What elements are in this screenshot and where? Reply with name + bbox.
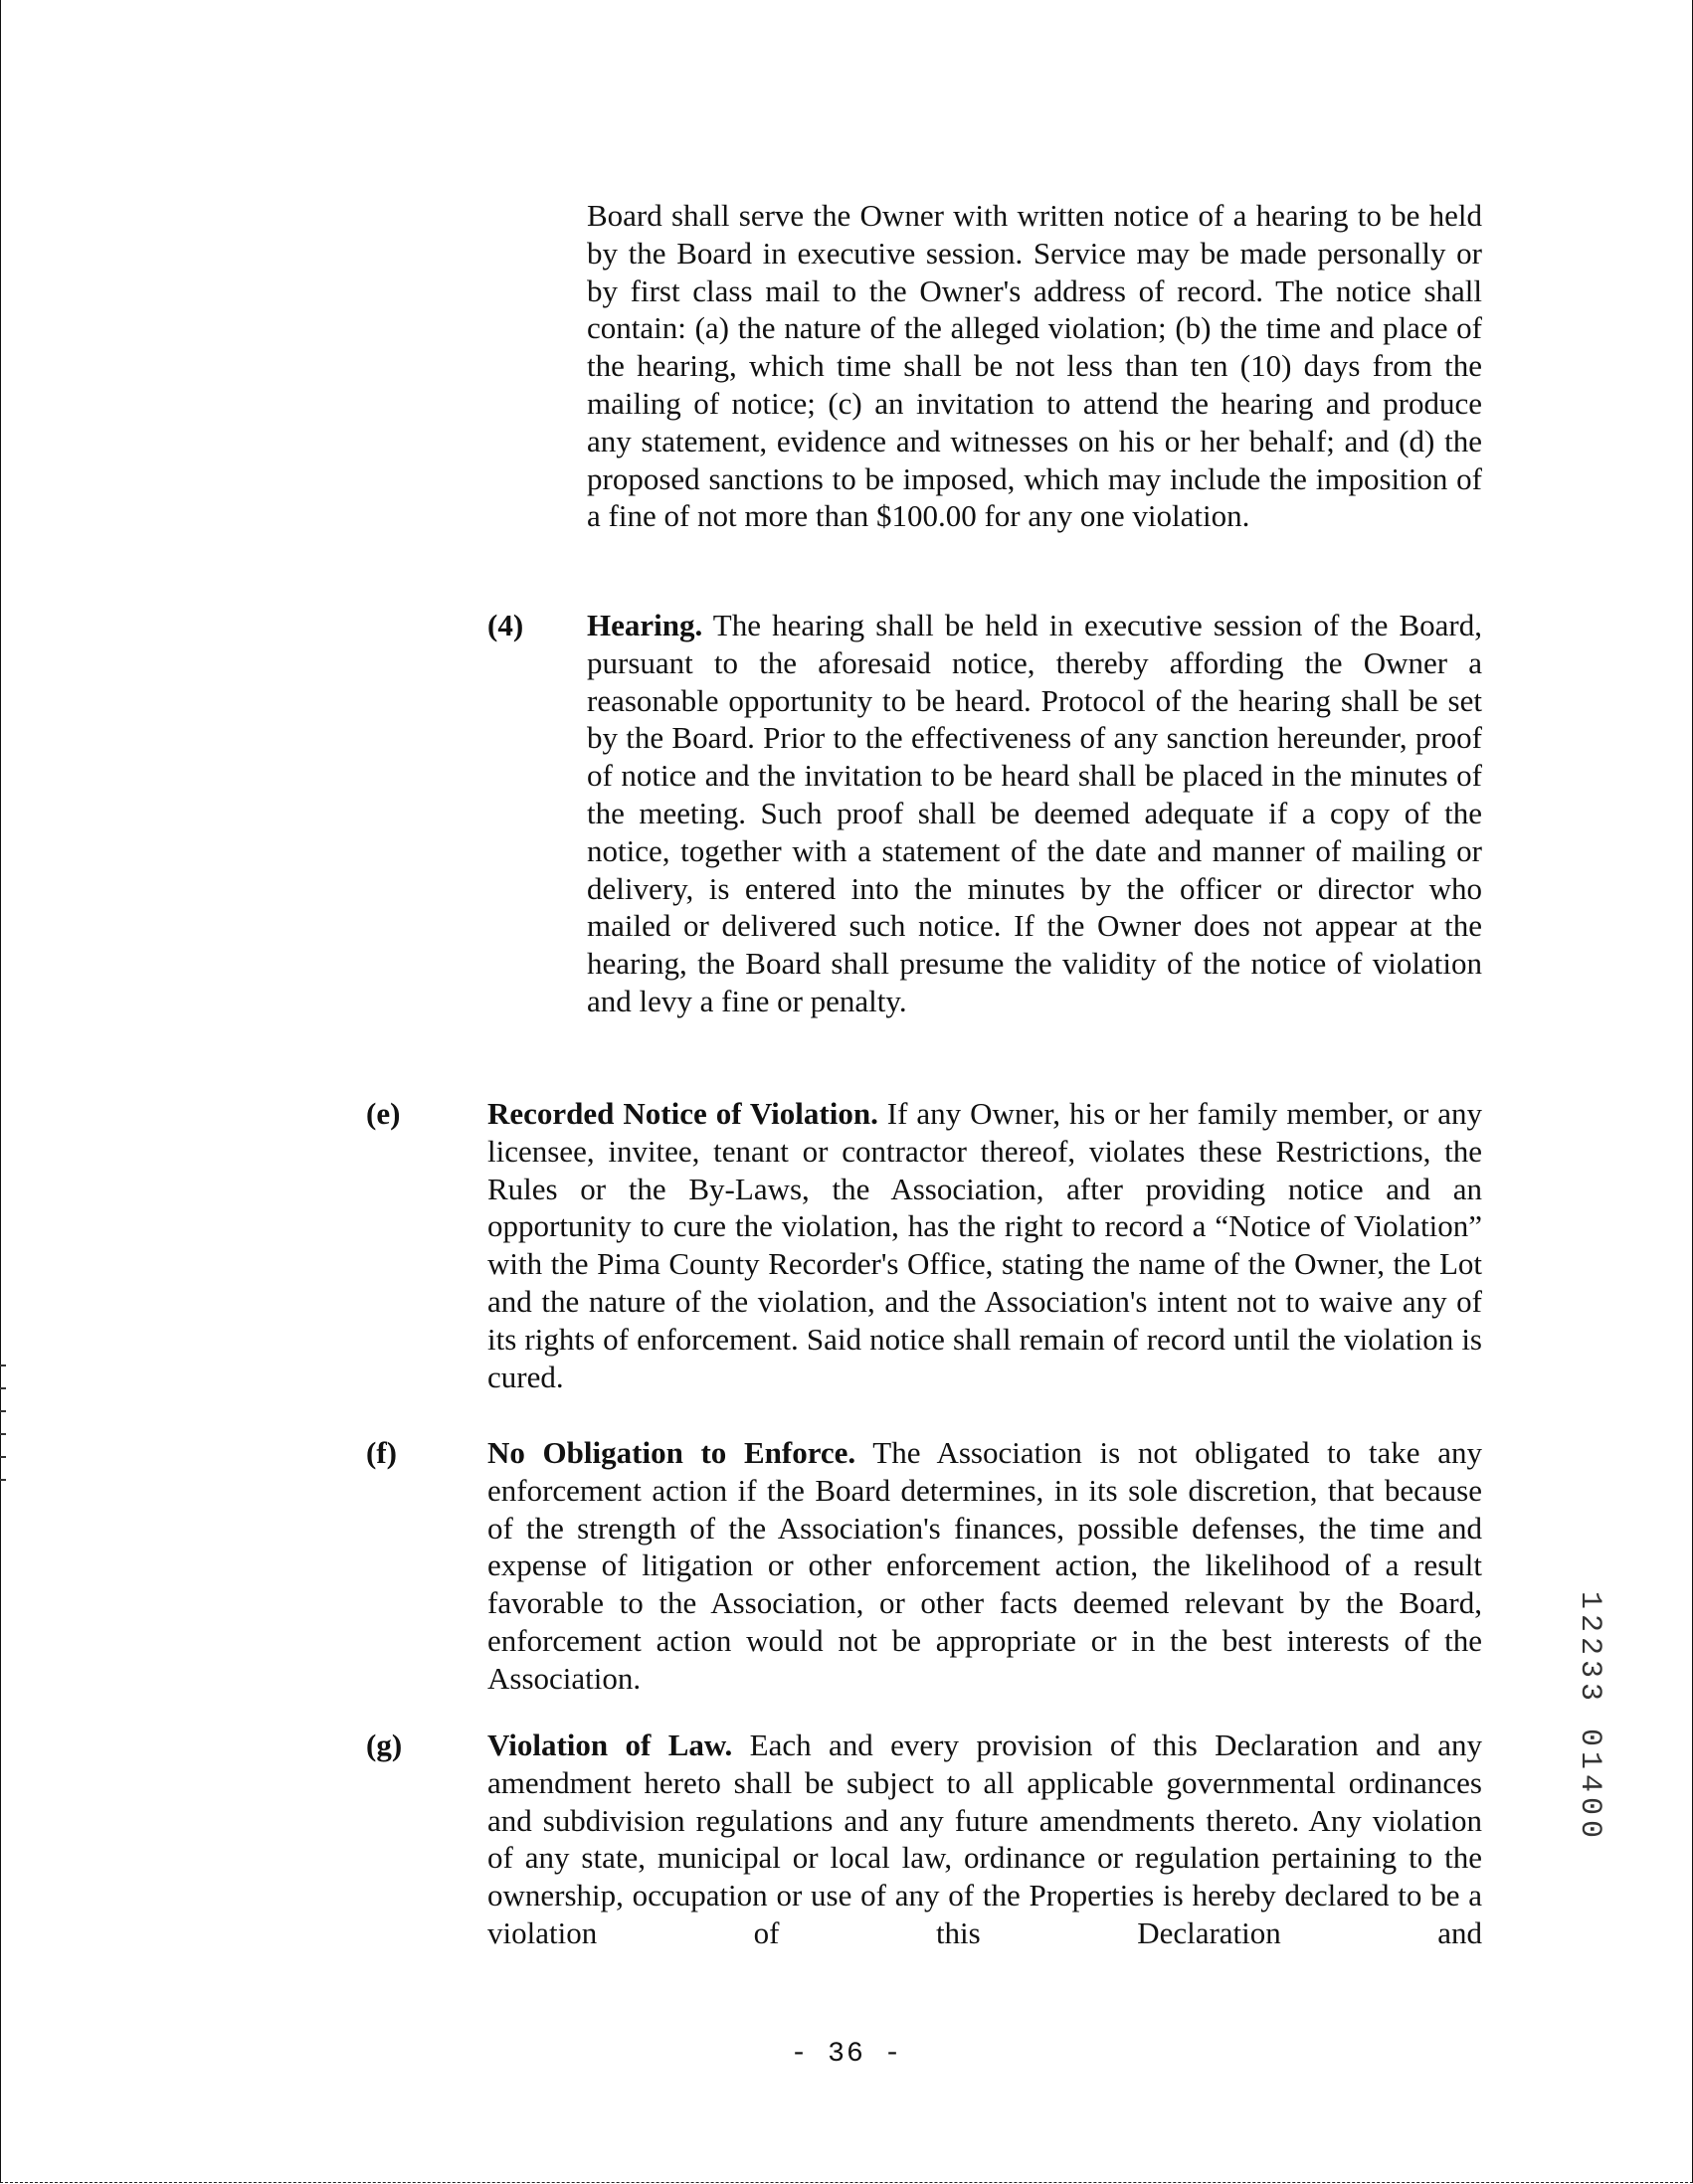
section-body: The hearing shall be held in executive session of the Board, pursuant to the aforesaid notice, thereby affording the Owner a reasonable opportunity to be heard. Protocol of the hearing shall be set by the Board. Prior to the effectiveness of any sanction hereunder, proof of notice and the invitation to be heard shall be placed in the minutes of the meeting. Such proof shall be deemed adequate if a copy of the notice, together with a statement of the date and manner of mailing or delivery, is entered into the minutes by the officer or director who mailed or delivered such notice. If the Owner does not appear at the hearing, the Board shall presume the validity of the notice of violation and levy a fine or penalty. — [587, 608, 1482, 1018]
page-number: - 36 - — [790, 2039, 903, 2070]
section-recorded-notice — [487, 1095, 1482, 1395]
margin-tick — [0, 1433, 6, 1435]
margin-tick — [0, 1410, 6, 1412]
section-body: If any Owner, his or her family member, or any licensee, invitee, tenant or contractor thereof, violates these Restrictions, the Rules or the By-Laws, the Association, after providing notice and an opportunity to cure the violation, has the right to record a “Notice of Violation” with the Pima County Recorder's Office, stating the name of the Owner, the Lot and the nature of the violation, and the Association's intent not to waive any of its rights of enforcement. Said notice shall remain of record until the violation is cured. — [487, 1096, 1482, 1394]
section-no-obligation — [487, 1434, 1482, 1698]
intro-paragraph: Board shall serve the Owner with written notice of a hearing to be held by the Board in executive session. Service may be made personally or by first class mail to the Owner's address of record. The notice shall contain: (a) the nature of the alleged violation; (b) the time and place of the hearing, which time shall be not less than ten (10) days from the mailing of notice; (c) an invitation to attend the hearing and produce any statement, evidence and witnesses on his or her behalf; and (d) the proposed sanctions to be imposed, which may include the imposition of a fine of not more than $100.00 for any one violation. — [587, 198, 1482, 534]
section-label-4: (4) — [487, 608, 524, 642]
section-label-e: (e) — [366, 1096, 401, 1131]
section-body: Each and every provision of this Declaration and any amendment hereto shall be subject to all applicable governmental ordinances and subdivision regulations and any future amendments thereto. Any violation of any state, municipal or local law, ordinance or regulation pertaining to the ownership, occupation or use of any of the Properties is hereby declared to be a violation of this Declaration and — [487, 1728, 1482, 1950]
section-label-f: (f) — [366, 1435, 397, 1470]
section-violation-of-law — [487, 1727, 1482, 1952]
margin-tick — [0, 1479, 6, 1481]
section-body: The Association is not obligated to take any enforcement action if the Board determines, in its sole discretion, that because of the strength of the Association's finances, possible defenses, the time and expense of litigation or other enforcement action, the likelihood of a result favorable to the Association, or other facts deemed relevant by the Board, enforcement action would not be appropriate or in the best interests of the Association. — [487, 1435, 1482, 1696]
margin-tick — [0, 1365, 6, 1366]
section-heading: Violation of Law. — [487, 1728, 733, 1762]
recording-stamp: 12233 01400 — [1573, 1591, 1606, 1844]
section-hearing — [587, 607, 1482, 1020]
section-heading: Recorded Notice of Violation. — [487, 1096, 878, 1131]
section-label-g: (g) — [366, 1728, 403, 1762]
margin-tick — [0, 1456, 6, 1458]
margin-tick — [0, 1387, 6, 1389]
section-heading: No Obligation to Enforce. — [487, 1435, 856, 1470]
section-heading: Hearing. — [587, 608, 703, 642]
